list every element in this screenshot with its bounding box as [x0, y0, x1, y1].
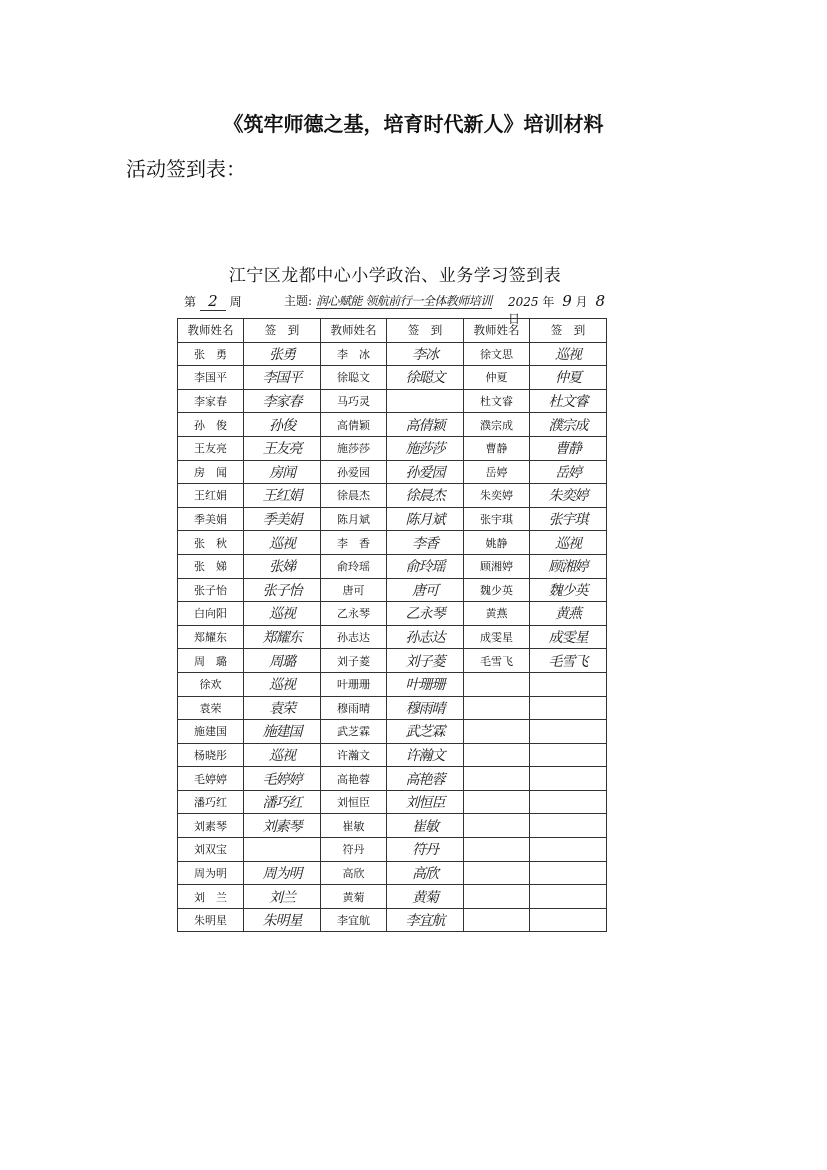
teacher-name-cell: 袁荣	[178, 696, 244, 720]
table-row	[178, 743, 607, 767]
teacher-name-cell: 高欣	[321, 861, 387, 885]
signature-cell	[530, 861, 607, 885]
signature-cell: 徐晨杰	[387, 484, 464, 508]
table-row	[178, 861, 607, 885]
teacher-name-cell: 李 冰	[321, 342, 387, 366]
signature-cell: 王红娟	[244, 484, 321, 508]
signature-cell	[387, 389, 464, 413]
signature-cell: 高艳蓉	[387, 767, 464, 791]
signature-cell: 施建国	[244, 720, 321, 744]
teacher-name-cell: 高倩颖	[321, 413, 387, 437]
teacher-name-cell: 刘 兰	[178, 885, 244, 909]
signature-cell: 岳婷	[530, 460, 607, 484]
table-row	[178, 672, 607, 696]
signature-cell: 巡视	[244, 672, 321, 696]
signature-cell: 高倩颖	[387, 413, 464, 437]
signature-cell: 唐可	[387, 578, 464, 602]
signature-cell: 武芝霖	[387, 720, 464, 744]
signature-cell: 高欣	[387, 861, 464, 885]
sign-in-table	[177, 318, 607, 932]
teacher-name-cell: 顾湘婷	[464, 554, 530, 578]
teacher-name-cell: 徐聪文	[321, 366, 387, 390]
teacher-name-cell: 孙 俊	[178, 413, 244, 437]
topic-field	[284, 292, 492, 314]
signature-cell	[530, 790, 607, 814]
teacher-name-cell: 张子怡	[178, 578, 244, 602]
signature-cell: 周为明	[244, 861, 321, 885]
signature-cell: 黄菊	[387, 885, 464, 909]
signature-cell: 毛雪飞	[530, 649, 607, 673]
teacher-name-cell: 张 娣	[178, 554, 244, 578]
teacher-name-cell	[464, 885, 530, 909]
teacher-name-cell: 刘恒臣	[321, 790, 387, 814]
table-row	[178, 696, 607, 720]
teacher-name-cell: 唐可	[321, 578, 387, 602]
signature-cell: 郑耀东	[244, 625, 321, 649]
month-value: 9	[562, 292, 572, 310]
header-signature-3: 签 到	[530, 319, 607, 343]
signature-cell: 李宜航	[387, 908, 464, 932]
signature-cell: 巡视	[244, 602, 321, 626]
topic-value: 润心赋能 领航前行一全体教师培训	[315, 294, 492, 308]
signature-cell: 朱奕婷	[530, 484, 607, 508]
day-value: 8	[595, 292, 605, 310]
signature-cell	[530, 814, 607, 838]
table-row	[178, 720, 607, 744]
header-name-2: 教师姓名	[321, 319, 387, 343]
signature-cell: 房闻	[244, 460, 321, 484]
signature-cell: 孙俊	[244, 413, 321, 437]
teacher-name-cell: 徐文思	[464, 342, 530, 366]
signature-cell: 乙永琴	[387, 602, 464, 626]
teacher-name-cell: 白向阳	[178, 602, 244, 626]
teacher-name-cell	[464, 672, 530, 696]
topic-label: 主题:	[284, 294, 313, 308]
teacher-name-cell: 刘素琴	[178, 814, 244, 838]
teacher-name-cell: 高艳蓉	[321, 767, 387, 791]
signature-cell: 潘巧红	[244, 790, 321, 814]
teacher-name-cell: 濮宗成	[464, 413, 530, 437]
table-row	[178, 649, 607, 673]
table-row	[178, 389, 607, 413]
signature-cell: 李冰	[387, 342, 464, 366]
teacher-name-cell: 季美娟	[178, 507, 244, 531]
teacher-name-cell: 潘巧红	[178, 790, 244, 814]
signature-cell: 刘子菱	[387, 649, 464, 673]
teacher-name-cell: 施建国	[178, 720, 244, 744]
teacher-name-cell	[464, 814, 530, 838]
month-label: 月	[575, 295, 588, 309]
teacher-name-cell: 崔敏	[321, 814, 387, 838]
table-row	[178, 602, 607, 626]
teacher-name-cell: 陈月斌	[321, 507, 387, 531]
teacher-name-cell: 仲夏	[464, 366, 530, 390]
table-row	[178, 767, 607, 791]
teacher-name-cell: 张 勇	[178, 342, 244, 366]
date-field	[508, 292, 620, 326]
teacher-name-cell: 郑耀东	[178, 625, 244, 649]
signature-cell: 朱明星	[244, 908, 321, 932]
signature-cell	[530, 696, 607, 720]
signature-cell: 毛婷婷	[244, 767, 321, 791]
signature-cell	[244, 838, 321, 862]
signature-cell: 李国平	[244, 366, 321, 390]
table-row	[178, 908, 607, 932]
signature-cell	[530, 720, 607, 744]
signature-cell: 张娣	[244, 554, 321, 578]
signature-cell: 李家春	[244, 389, 321, 413]
teacher-name-cell: 刘子菱	[321, 649, 387, 673]
teacher-name-cell	[464, 696, 530, 720]
table-row	[178, 814, 607, 838]
document-subtitle: 活动签到表：	[126, 157, 246, 181]
signature-cell	[530, 838, 607, 862]
teacher-name-cell: 姚静	[464, 531, 530, 555]
signature-cell: 仲夏	[530, 366, 607, 390]
teacher-name-cell: 李 香	[321, 531, 387, 555]
day-label: 日	[508, 312, 521, 326]
signature-cell: 张子怡	[244, 578, 321, 602]
signature-cell: 刘恒臣	[387, 790, 464, 814]
teacher-name-cell: 许瀚文	[321, 743, 387, 767]
teacher-name-cell: 曹静	[464, 436, 530, 460]
signature-cell: 濮宗成	[530, 413, 607, 437]
teacher-name-cell: 徐欢	[178, 672, 244, 696]
teacher-name-cell: 李宜航	[321, 908, 387, 932]
teacher-name-cell	[464, 790, 530, 814]
header-signature-2: 签 到	[387, 319, 464, 343]
teacher-name-cell: 岳婷	[464, 460, 530, 484]
signature-cell: 巡视	[244, 743, 321, 767]
signature-cell: 巡视	[530, 531, 607, 555]
signature-cell: 成雯星	[530, 625, 607, 649]
teacher-name-cell: 杜文睿	[464, 389, 530, 413]
signature-cell: 叶珊珊	[387, 672, 464, 696]
table-row	[178, 484, 607, 508]
teacher-name-cell: 武芝霖	[321, 720, 387, 744]
table-row	[178, 885, 607, 909]
table-row	[178, 790, 607, 814]
header-name-1: 教师姓名	[178, 319, 244, 343]
teacher-name-cell: 符丹	[321, 838, 387, 862]
signature-cell: 孙志达	[387, 625, 464, 649]
signature-cell: 曹静	[530, 436, 607, 460]
signature-cell: 俞玲瑶	[387, 554, 464, 578]
teacher-name-cell: 王友亮	[178, 436, 244, 460]
header-name-3: 教师姓名	[464, 319, 530, 343]
signature-cell: 顾湘婷	[530, 554, 607, 578]
teacher-name-cell: 成雯星	[464, 625, 530, 649]
signature-cell	[530, 767, 607, 791]
teacher-name-cell: 穆雨晴	[321, 696, 387, 720]
signature-cell: 张宇琪	[530, 507, 607, 531]
signature-cell	[530, 885, 607, 909]
teacher-name-cell: 杨晓彤	[178, 743, 244, 767]
signature-cell: 袁荣	[244, 696, 321, 720]
signature-cell: 杜文睿	[530, 389, 607, 413]
signature-cell: 刘素琴	[244, 814, 321, 838]
signature-cell: 黄燕	[530, 602, 607, 626]
teacher-name-cell: 刘双宝	[178, 838, 244, 862]
teacher-name-cell: 黄菊	[321, 885, 387, 909]
signature-cell: 徐聪文	[387, 366, 464, 390]
teacher-name-cell: 李家春	[178, 389, 244, 413]
teacher-name-cell: 施莎莎	[321, 436, 387, 460]
teacher-name-cell	[464, 720, 530, 744]
teacher-name-cell: 乙永琴	[321, 602, 387, 626]
teacher-name-cell: 孙爱园	[321, 460, 387, 484]
signature-cell: 魏少英	[530, 578, 607, 602]
teacher-name-cell: 周 璐	[178, 649, 244, 673]
teacher-name-cell	[464, 908, 530, 932]
table-body	[178, 342, 607, 932]
table-row	[178, 625, 607, 649]
week-field	[184, 292, 242, 314]
signature-cell: 王友亮	[244, 436, 321, 460]
signature-cell	[530, 743, 607, 767]
teacher-name-cell: 毛婷婷	[178, 767, 244, 791]
teacher-name-cell: 马巧灵	[321, 389, 387, 413]
signature-cell	[530, 672, 607, 696]
teacher-name-cell: 俞玲瑶	[321, 554, 387, 578]
signature-cell: 孙爱园	[387, 460, 464, 484]
table-row	[178, 460, 607, 484]
teacher-name-cell: 张宇琪	[464, 507, 530, 531]
table-row	[178, 554, 607, 578]
signature-cell: 李香	[387, 531, 464, 555]
table-row	[178, 507, 607, 531]
teacher-name-cell	[464, 838, 530, 862]
signature-cell: 巡视	[530, 342, 607, 366]
table-row	[178, 838, 607, 862]
teacher-name-cell: 周为明	[178, 861, 244, 885]
teacher-name-cell: 叶珊珊	[321, 672, 387, 696]
signature-cell: 崔敏	[387, 814, 464, 838]
header-signature-1: 签 到	[244, 319, 321, 343]
signature-cell: 施莎莎	[387, 436, 464, 460]
week-number: 2	[200, 292, 226, 311]
scanned-sign-in-sheet	[170, 256, 620, 971]
teacher-name-cell: 徐晨杰	[321, 484, 387, 508]
table-header-row	[178, 319, 607, 343]
teacher-name-cell: 孙志达	[321, 625, 387, 649]
teacher-name-cell: 房 闻	[178, 460, 244, 484]
year-label: 年	[542, 295, 555, 309]
teacher-name-cell: 魏少英	[464, 578, 530, 602]
table-row	[178, 436, 607, 460]
teacher-name-cell	[464, 861, 530, 885]
signature-cell: 季美娟	[244, 507, 321, 531]
signature-cell: 许瀚文	[387, 743, 464, 767]
signature-cell: 周璐	[244, 649, 321, 673]
teacher-name-cell: 黄燕	[464, 602, 530, 626]
signature-cell: 张勇	[244, 342, 321, 366]
week-suffix: 周	[229, 295, 242, 309]
table-row	[178, 413, 607, 437]
sheet-title: 江宁区龙都中心小学政治、业务学习签到表	[228, 266, 562, 286]
document-title: 《筑牢师德之基，培育时代新人》培训材料	[223, 112, 604, 136]
table-row	[178, 342, 607, 366]
teacher-name-cell: 王红娟	[178, 484, 244, 508]
table-row	[178, 578, 607, 602]
signature-cell: 穆雨晴	[387, 696, 464, 720]
signature-cell: 巡视	[244, 531, 321, 555]
teacher-name-cell: 李国平	[178, 366, 244, 390]
teacher-name-cell: 朱奕婷	[464, 484, 530, 508]
teacher-name-cell: 毛雪飞	[464, 649, 530, 673]
year-value: 2025	[508, 295, 539, 309]
signature-cell	[530, 908, 607, 932]
teacher-name-cell: 朱明星	[178, 908, 244, 932]
teacher-name-cell	[464, 743, 530, 767]
teacher-name-cell: 张 秋	[178, 531, 244, 555]
signature-cell: 陈月斌	[387, 507, 464, 531]
teacher-name-cell	[464, 767, 530, 791]
table-row	[178, 366, 607, 390]
signature-cell: 符丹	[387, 838, 464, 862]
signature-cell: 刘兰	[244, 885, 321, 909]
table-row	[178, 531, 607, 555]
week-prefix: 第	[184, 295, 197, 309]
